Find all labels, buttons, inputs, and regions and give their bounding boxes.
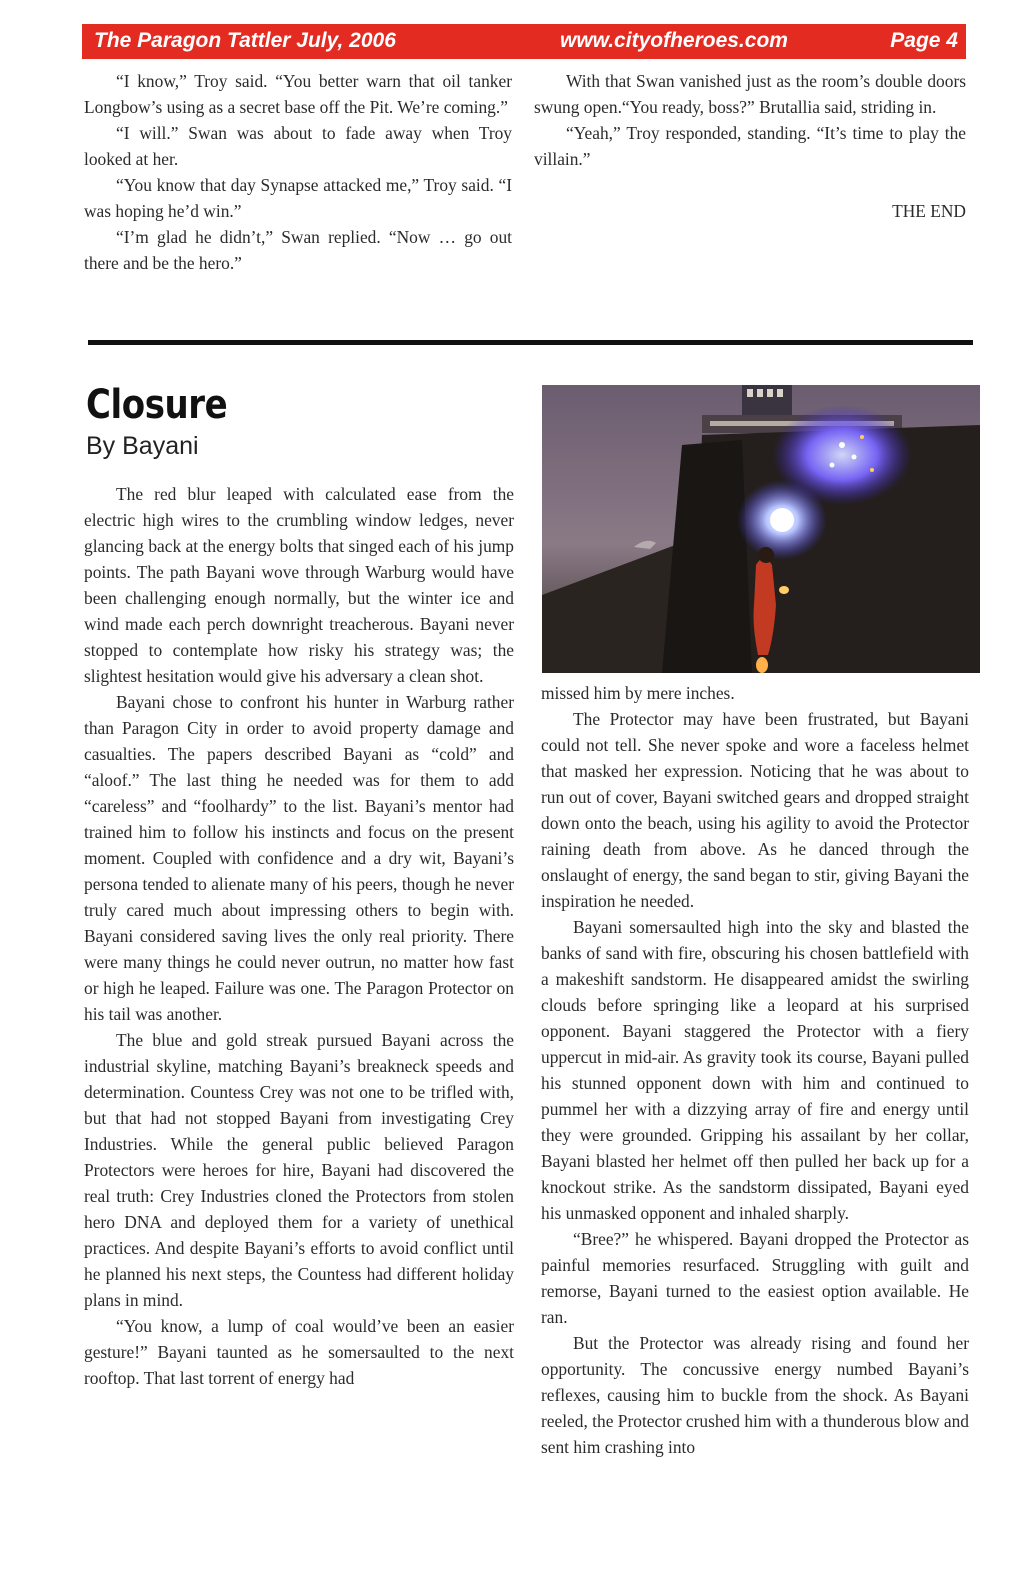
- paragraph: Bayani chose to confront his hunter in Warburg rather than Paragon City in order to avoid property damage and casualties. The papers described Bayani as “cold” and “aloof.” The last thing he needed was for them to add “careless” and “foolhardy” to the list. Bayani’s mentor had trained him to follow his instincts and focus on the present moment. Coupled with confidence and a dry wit, Bayani’s persona tended to alienate many of his peers, though he never truly cared much about impressing others to begin with. Bayani considered saving lives the only real priority. There were many things he could never outrun, no matter how fast or high he leaped. Failure was one. The Paragon Protector on his tail was another.: [84, 692, 514, 1024]
- article-byline: By Bayani: [86, 432, 199, 460]
- paragraph: “Yeah,” Troy responded, standing. “It’s time to play the villain.”: [534, 123, 966, 169]
- paragraph: “You know, a lump of coal would’ve been an easier gesture!” Bayani taunted as he somersaulted to the next rooftop. That last torrent of energy had: [84, 1316, 514, 1388]
- publication-title: The Paragon Tattler July, 2006: [94, 29, 396, 52]
- page-header: [82, 24, 966, 59]
- game-screenshot-image: [542, 385, 980, 673]
- page-number: Page 4: [890, 29, 958, 52]
- previous-story-right-column: [534, 68, 966, 224]
- the-end-label: THE END: [892, 201, 966, 221]
- paragraph: missed him by mere inches.: [541, 683, 735, 703]
- article-title: Closure: [86, 382, 228, 428]
- article-left-column: [84, 481, 514, 1391]
- paragraph: Bayani somersaulted high into the sky and blasted the banks of sand with fire, obscuring his chosen battlefield with a makeshift sandstorm. He disappeared amidst the swirling clouds before springing like a leopard at his surprised opponent. Bayani staggered the Protector with a fiery uppercut in mid-air. As gravity took its course, Bayani pulled his stunned opponent down with him and continued to pummel her with a dizzying array of fire and energy until they were grounded. Gripping his assailant by her collar, Bayani blasted her helmet off then pulled her back up for a knockout strike. As the sandstorm dissipated, Bayani eyed his unmasked opponent and inhaled sharply.: [541, 917, 969, 1223]
- paragraph: With that Swan vanished just as the room’s double doors swung open.“You ready, boss?” Brutallia said, striding in.: [534, 71, 966, 117]
- previous-story-left-column: [84, 68, 512, 276]
- paragraph: But the Protector was already rising and found her opportunity. The concussive energy numbed Bayani’s reflexes, causing him to buckle from the shock. As Bayani reeled, the Protector crushed him with a thunderous blow and sent him crashing into: [541, 1333, 969, 1457]
- paragraph: The Protector may have been frustrated, but Bayani could not tell. She never spoke and wore a faceless helmet that masked her expression. Noticing that he was about to run out of cover, Bayani switched gears and dropped straight down onto the beach, using his agility to avoid the Protector raining death from above. As he danced through the onslaught of energy, the sand began to stir, giving Bayani the inspiration he needed.: [541, 709, 969, 911]
- paragraph: “I’m glad he didn’t,” Swan replied. “Now … go out there and be the hero.”: [84, 227, 512, 273]
- website-url[interactable]: www.cityofheroes.com: [560, 29, 788, 52]
- paragraph: “You know that day Synapse attacked me,” Troy said. “I was hoping he’d win.”: [84, 175, 512, 221]
- paragraph: “I know,” Troy said. “You better warn that oil tanker Longbow’s using as a secret base off the Pit. We’re coming.”: [84, 71, 512, 117]
- paragraph: “Bree?” he whispered. Bayani dropped the Protector as painful memories resurfaced. Struggling with guilt and remorse, Bayani turned to the easiest option available. He ran.: [541, 1229, 969, 1327]
- paragraph: The red blur leaped with calculated ease from the electric high wires to the crumbling window ledges, never glancing back at the energy bolts that singed each of his jump points. The path Bayani wove through Warburg would have been challenging enough normally, but the winter ice and wind made each perch downright treacherous. Bayani never stopped to contemplate how risky his strategy was; the slightest hesitation would give his adversary a clean shot.: [84, 484, 514, 686]
- article-right-column: [541, 680, 969, 1460]
- article-illustration: [542, 385, 980, 673]
- paragraph: “I will.” Swan was about to fade away when Troy looked at her.: [84, 123, 512, 169]
- section-divider: [88, 340, 973, 345]
- paragraph: The blue and gold streak pursued Bayani across the industrial skyline, matching Bayani’s breakneck speeds and determination. Countess Crey was not one to be trifled with, but that had not stopped Bayani from investigating Crey Industries. While the general public believed Paragon Protectors were heroes for hire, Bayani had discovered the real truth: Crey Industries cloned the Protectors from stolen hero DNA and deployed them for a variety of unethical practices. And despite Bayani’s efforts to avoid conflict until he planned his next steps, the Countess had different holiday plans in mind.: [84, 1030, 514, 1310]
